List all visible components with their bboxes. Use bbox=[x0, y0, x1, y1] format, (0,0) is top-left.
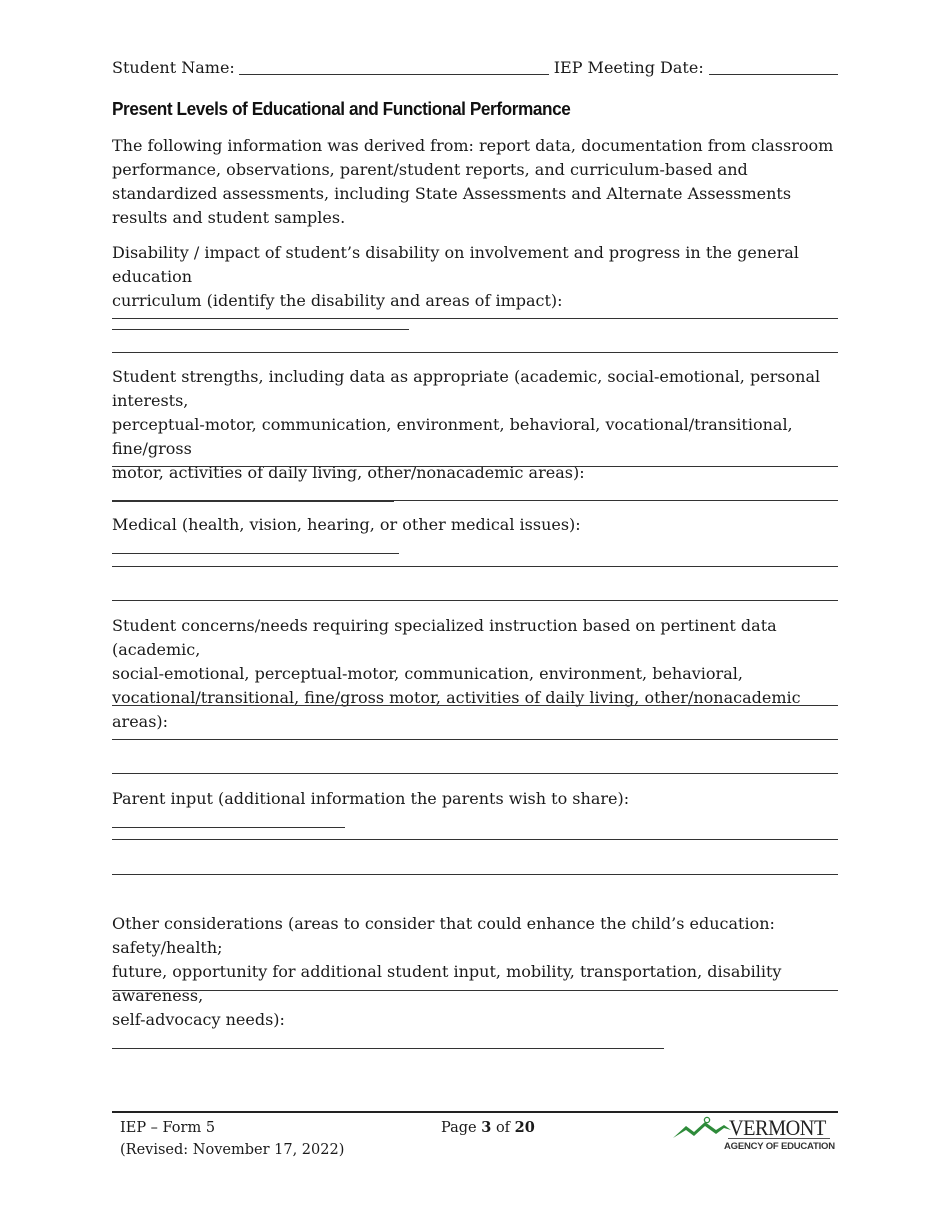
page-number: Page 3 of 20 bbox=[441, 1119, 535, 1136]
concerns-prompt: Student concerns/needs requiring specialized instruction based on pertinent data (academic, social-emotional, perceptual-motor, communication, environment, behavioral, vocational/transitional, fine/gross motor, activities of daily living, other/nonacademic areas): bbox=[112, 616, 801, 731]
medical-field[interactable] bbox=[112, 537, 399, 554]
disability-line-1[interactable] bbox=[112, 318, 838, 319]
logo-divider bbox=[728, 1138, 830, 1139]
logo-subtitle: AGENCY OF EDUCATION bbox=[724, 1141, 835, 1152]
other-considerations-field[interactable] bbox=[112, 1032, 664, 1049]
student-name-field[interactable] bbox=[239, 57, 549, 75]
footer-divider bbox=[112, 1111, 838, 1113]
parent-input-field[interactable] bbox=[112, 811, 345, 828]
concerns-line-3[interactable] bbox=[112, 773, 838, 774]
student-name-label: Student Name: bbox=[112, 58, 235, 77]
mountain-icon bbox=[672, 1116, 732, 1142]
strengths-line-1[interactable] bbox=[112, 466, 838, 467]
concerns-line-2[interactable] bbox=[112, 739, 838, 740]
other-line-1[interactable] bbox=[112, 990, 838, 991]
vermont-aoe-logo bbox=[672, 1114, 838, 1154]
parent-line-1[interactable] bbox=[112, 839, 838, 840]
strengths-prompt: Student strengths, including data as appropriate (academic, social-emotional, personal interests, perceptual-motor, communication, environment, behavioral, vocational/transitional, fine/gross motor, activities of daily living, other/nonacademic areas): bbox=[112, 365, 838, 509]
intro-paragraph: The following information was derived from: report data, documentation from classroom performance, observations, parent/student reports, and curriculum-based and standardized assessments, including State Assessments and Alternate Assessments results and student samples. bbox=[112, 136, 834, 227]
footer-form-info bbox=[120, 1117, 344, 1161]
other-considerations-prompt: Other considerations (areas to consider that could enhance the child’s education: safety/health; future, opportunity for additional student input, mobility, transportation, disability awareness, self-advocacy needs): bbox=[112, 912, 838, 1056]
concerns-line-1[interactable] bbox=[112, 705, 838, 706]
form-name: IEP – Form 5 bbox=[120, 1120, 216, 1136]
disability-field[interactable] bbox=[112, 313, 409, 330]
header-fields bbox=[112, 57, 838, 79]
parent-line-2[interactable] bbox=[112, 874, 838, 875]
meeting-date-field[interactable] bbox=[709, 57, 838, 75]
meeting-date-label: IEP Meeting Date: bbox=[553, 58, 704, 77]
medical-line-1[interactable] bbox=[112, 566, 838, 567]
revised-date: (Revised: November 17, 2022) bbox=[120, 1142, 345, 1158]
disability-prompt: Disability / impact of student’s disability on involvement and progress in the general education curriculum (identify the disability and areas of impact): bbox=[112, 241, 838, 337]
strengths-line-2[interactable] bbox=[112, 500, 838, 501]
medical-prompt: Medical (health, vision, hearing, or other medical issues): bbox=[112, 513, 838, 561]
section-title: Present Levels of Educational and Functional Performance bbox=[112, 98, 571, 119]
disability-line-2[interactable] bbox=[112, 352, 838, 353]
parent-input-prompt: Parent input (additional information the parents wish to share): bbox=[112, 787, 838, 835]
medical-line-2[interactable] bbox=[112, 600, 838, 601]
logo-name: VERMONT bbox=[729, 1115, 826, 1140]
